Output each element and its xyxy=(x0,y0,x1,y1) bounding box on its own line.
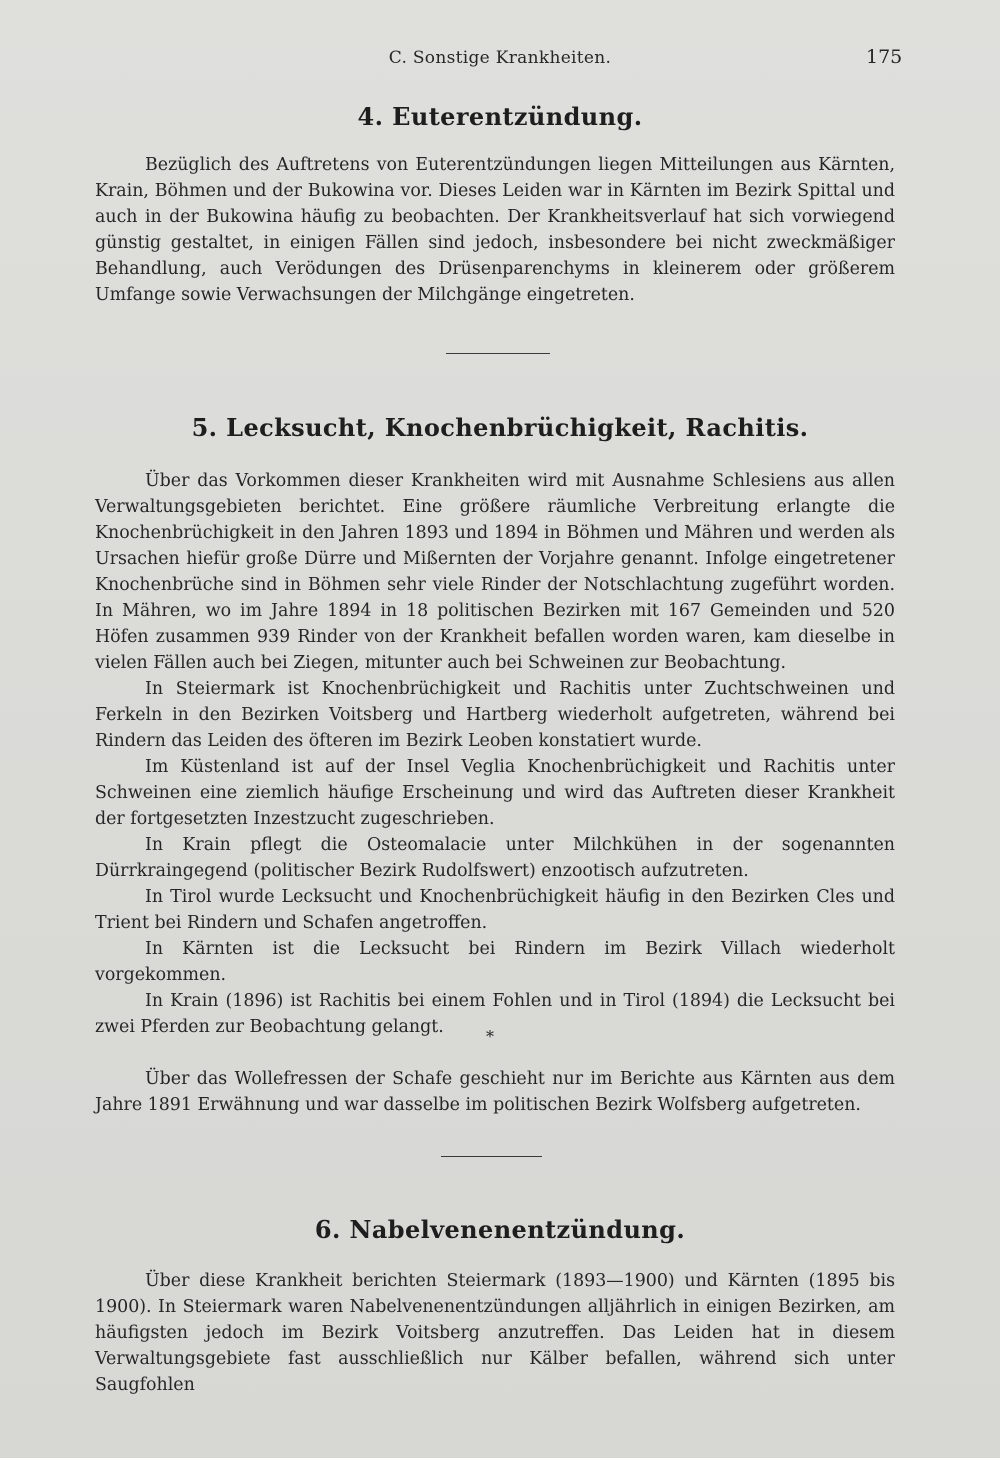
running-title: C. Sonstige Krankheiten. xyxy=(388,48,612,68)
paragraph: Im Küstenland ist auf der Insel Veglia Knochenbrüchigkeit und Rachitis unter Schweinen eine ziemlich häufige Erscheinung und wird das Auftreten dieser Krankheit der fortgesetzten Inzestzucht zugeschrieben. xyxy=(95,757,895,829)
section-6-body xyxy=(95,1268,895,1398)
paragraph: In Krain (1896) ist Rachitis bei einem Fohlen und in Tirol (1894) die Lecksucht bei zwei Pferden zur Beobachtung gelangt. xyxy=(95,991,895,1037)
paragraph: Über das Wollefressen der Schafe geschieht nur im Berichte aus Kärnten aus dem Jahre 1891 Erwähnung und war dasselbe im politischen Bezirk Wolfsberg aufgetreten. xyxy=(95,1069,895,1115)
section-heading-4: 4. Euterentzündung. xyxy=(357,102,643,131)
asterisk-separator: * xyxy=(486,1027,494,1046)
paragraph: Bezüglich des Auftretens von Euterentzündungen liegen Mitteilungen aus Kärnten, Krain, Böhmen und der Bukowina vor. Dieses Leiden war in Kärnten im Bezirk Spittal und auch in der Bukowina häufig zu beobachten. Der Krankheitsverlauf hat sich vorwiegend günstig gestaltet, in einigen Fällen sind jedoch, insbesondere bei nicht zweckmäßiger Behandlung, auch Verödungen des Drüsenparenchyms in kleinerem oder größerem Umfange sowie Verwachsungen der Milchgänge eingetreten. xyxy=(95,155,895,305)
paragraph: In Steiermark ist Knochenbrüchigkeit und Rachitis unter Zuchtschweinen und Ferkeln in den Bezirken Voitsberg und Hartberg wiederholt aufgetreten, während bei Rindern das Leiden des öfteren im Bezirk Leoben konstatiert wurde. xyxy=(95,679,895,751)
paragraph: In Krain pflegt die Osteomalacie unter Milchkühen in der sogenannten Dürrkraingegend (politischer Bezirk Rudolfswert) enzootisch aufzutreten. xyxy=(95,835,895,881)
page-number: 175 xyxy=(866,46,903,68)
section-5-body xyxy=(95,468,895,1040)
running-head xyxy=(0,46,1000,74)
section-heading-6: 6. Nabelvenenentzündung. xyxy=(314,1215,686,1244)
paragraph: Über das Vorkommen dieser Krankheiten wird mit Ausnahme Schlesiens aus allen Verwaltungsgebieten berichtet. Eine größere räumliche Verbreitung erlangte die Knochenbrüchigkeit in den Jahren 1893 und 1894 in Böhmen und Mähren und werden als Ursachen hiefür große Dürre und Mißernten der Vorjahre genannt. Infolge eingetretener Knochenbrüche sind in Böhmen sehr viele Rinder der Notschlachtung zugeführt worden. In Mähren, wo im Jahre 1894 in 18 politischen Bezirken mit 167 Gemeinden und 520 Höfen zusammen 939 Rinder von der Krankheit befallen worden waren, kam dieselbe in vielen Fällen auch bei Ziegen, mitunter auch bei Schweinen zur Beobachtung. xyxy=(95,471,895,673)
section-divider xyxy=(441,1156,542,1157)
section-4-body xyxy=(95,152,895,308)
paragraph: In Tirol wurde Lecksucht und Knochenbrüchigkeit häufig in den Bezirken Cles und Trient bei Rindern und Schafen angetroffen. xyxy=(95,887,895,933)
section-heading-5: 5. Lecksucht, Knochenbrüchigkeit, Rachitis. xyxy=(191,413,809,442)
section-5-addendum xyxy=(95,1066,895,1118)
section-divider xyxy=(446,353,550,354)
paragraph: In Kärnten ist die Lecksucht bei Rindern im Bezirk Villach wiederholt vorgekommen. xyxy=(95,939,895,985)
paragraph: Über diese Krankheit berichten Steiermark (1893—1900) und Kärnten (1895 bis 1900). In Steiermark waren Nabelvenenentzündungen alljährlich in einigen Bezirken, am häufigsten jedoch im Bezirk Voitsberg anzutreffen. Das Leiden hat in diesem Verwaltungsgebiete fast ausschließlich nur Kälber befallen, während sich unter Saugfohlen xyxy=(95,1271,895,1395)
